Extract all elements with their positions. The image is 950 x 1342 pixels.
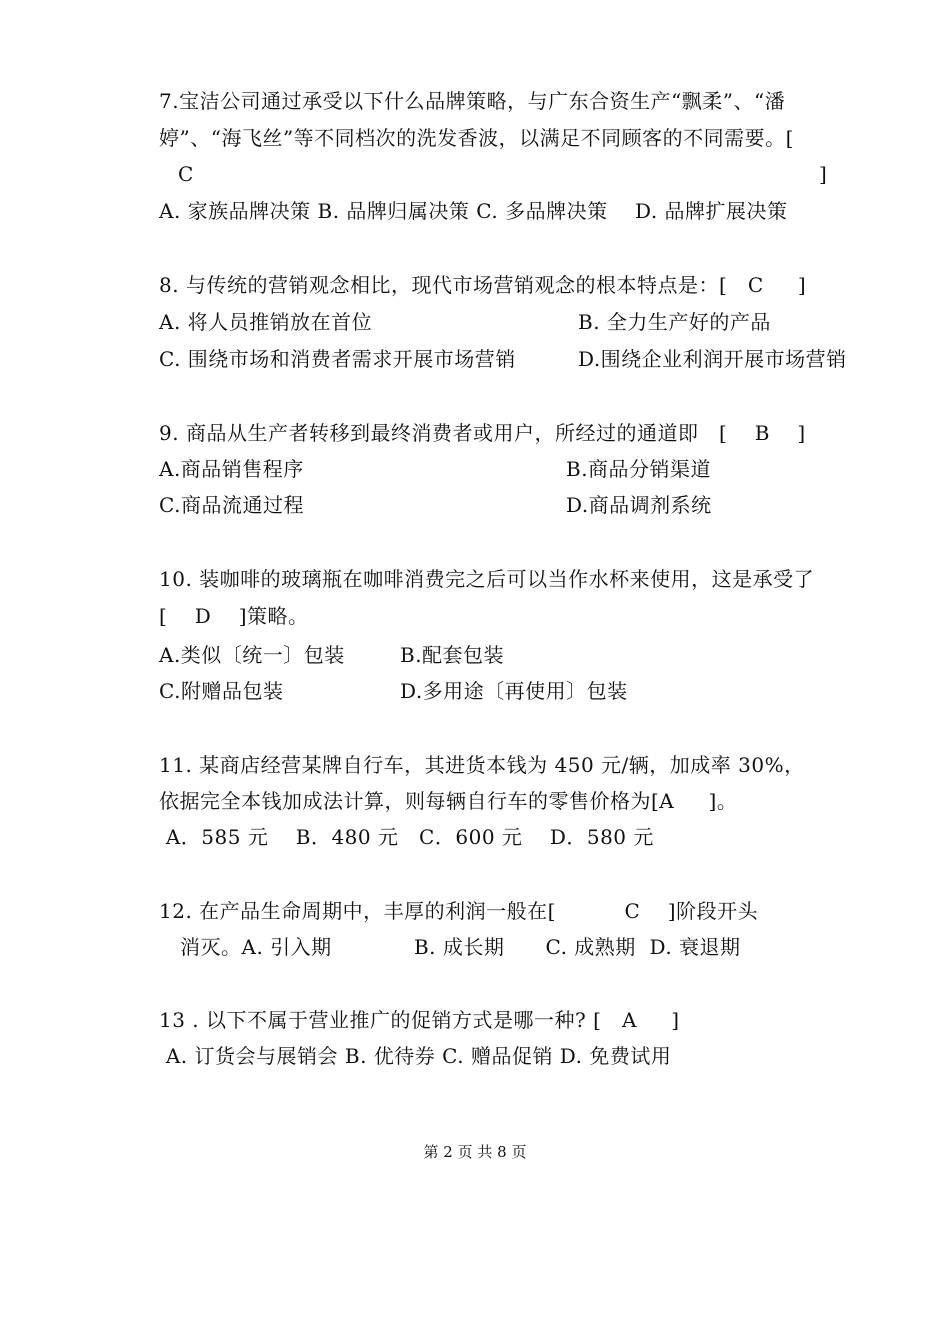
q12-stem-line1: 12. 在产品生命周期中，丰厚的利润一般在[ C ]阶段开头 xyxy=(159,899,759,923)
q11-stem-line1: 11. 某商店经营某牌自行车，其进货本钱为 450 元/辆，加成率 30%， xyxy=(159,753,805,777)
q7-answer: C xyxy=(178,162,194,186)
q10-option-d: D.多用途〔再使用〕包装 xyxy=(400,679,628,703)
q9-option-c: C.商品流通过程 xyxy=(159,493,304,517)
q9-stem: 9. 商品从生产者转移到最终消费者或用户，所经过的通道即 [ B ] xyxy=(159,421,806,445)
q13-options: A. 订货会与展销会 B. 优待券 C. 赠品促销 D. 免费试用 xyxy=(159,1044,672,1068)
q7-stem-line1: 7.宝洁公司通过承受以下什么品牌策略，与广东合资生产“飘柔”、“潘 xyxy=(159,89,786,113)
q10-option-c: C.附赠品包装 xyxy=(159,679,284,703)
q7-bracket-close: ] xyxy=(819,162,828,186)
q10-stem-line1: 10. 装咖啡的玻璃瓶在咖啡消费完之后可以当作水杯来使用，这是承受了 xyxy=(159,567,815,591)
q8-option-b: B. 全力生产好的产品 xyxy=(578,310,771,334)
q9-option-b: B.商品分销渠道 xyxy=(566,457,712,481)
q8-option-d: D.围绕企业利润开展市场营销 xyxy=(578,347,847,371)
q10-stem-line2: [ D ]策略。 xyxy=(159,604,309,628)
q9-option-d: D.商品调剂系统 xyxy=(566,493,712,517)
q7-options: A. 家族品牌决策 B. 品牌归属决策 C. 多品牌决策 D. 品牌扩展决策 xyxy=(159,199,788,223)
q8-option-a: A. 将人员推销放在首位 xyxy=(159,310,373,334)
q8-stem: 8. 与传统的营销观念相比，现代市场营销观念的根本特点是：[ C ] xyxy=(159,273,807,297)
q13-stem: 13 . 以下不属于营业推广的促销方式是哪一种? [ A ] xyxy=(159,1008,680,1032)
q9-option-a: A.商品销售程序 xyxy=(159,457,304,481)
q11-options: A．585 元 B．480 元 C．600 元 D．580 元 xyxy=(159,825,654,849)
q11-stem-line2: 依据完全本钱加成法计算，则每辆自行车的零售价格为[A ]。 xyxy=(159,789,738,813)
q12-stem-line2: 消灭。A. 引入期 B. 成长期 C. 成熟期 D. 衰退期 xyxy=(180,935,741,959)
q10-option-a: A.类似〔统一〕包装 xyxy=(159,643,345,667)
page-number: 第 2 页 共 8 页 xyxy=(423,1143,527,1161)
q10-option-b: B.配套包装 xyxy=(400,643,505,667)
q8-option-c: C. 围绕市场和消费者需求开展市场营销 xyxy=(159,347,516,371)
q7-stem-line2: 婷”、“海飞丝”等不同档次的洗发香波，以满足不同顾客的不同需要。[ xyxy=(159,126,794,150)
